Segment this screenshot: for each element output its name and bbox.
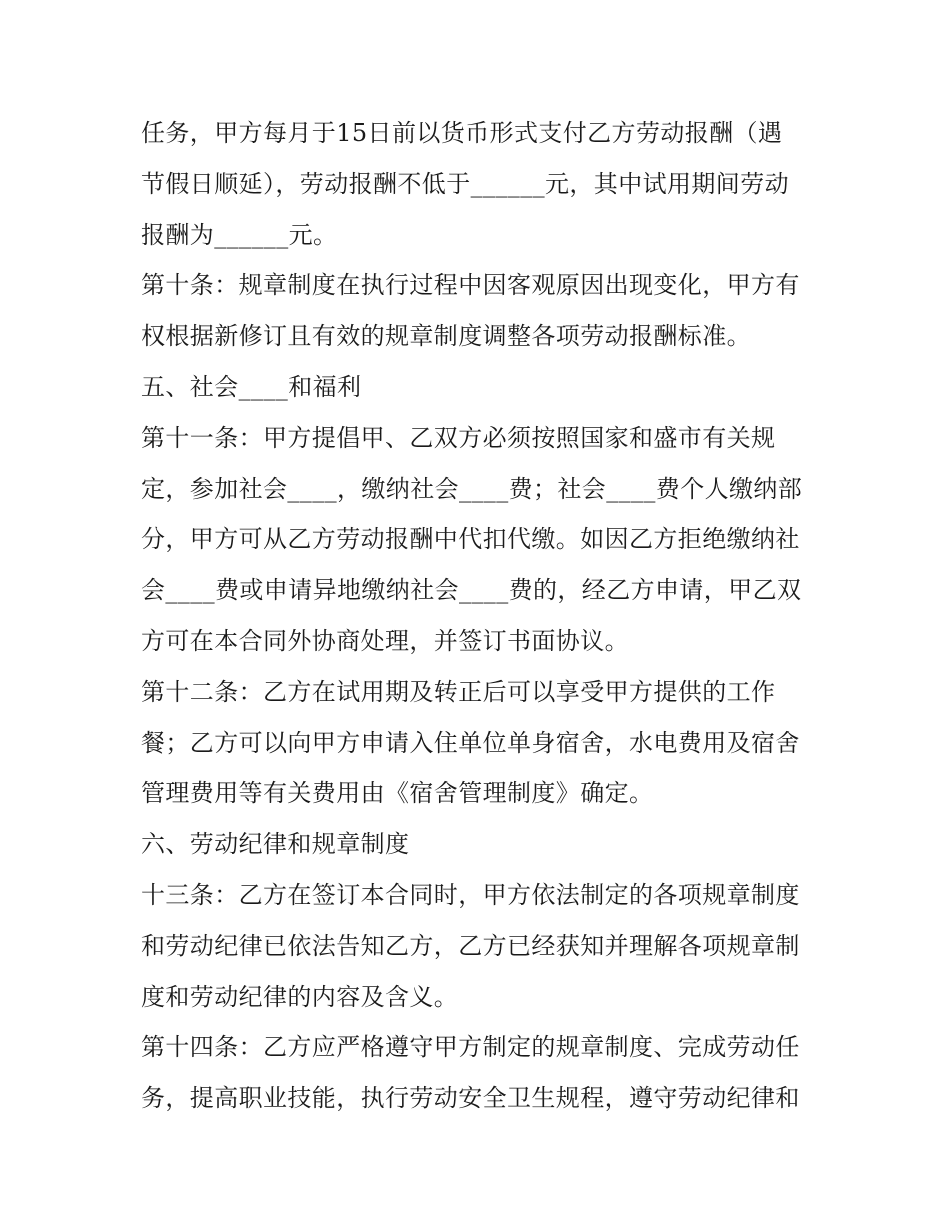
text-line-1: 任务，甲方每月于15日前以货币形式支付乙方劳动报酬（遇 <box>141 119 783 147</box>
text-line-13: 餐；乙方可以向甲方申请入住单位单身宿舍，水电费用及宿舍 <box>141 728 800 757</box>
section-heading-labor-discipline: 六、劳动纪律和规章制度 <box>141 830 410 859</box>
text-line-11: 方可在本合同外协商处理，并签订书面协议。 <box>141 626 629 655</box>
text-line-7: 第十一条：甲方提倡甲、乙双方必须按照国家和盛市有关规 <box>141 423 776 452</box>
text-line-14: 管理费用等有关费用由《宿舍管理制度》确定。 <box>141 779 654 808</box>
text-line-5: 权根据新修订且有效的规章制度调整各项劳动报酬标准。 <box>141 322 751 351</box>
text-line-20: 务，提高职业技能，执行劳动安全卫生规程，遵守劳动纪律和 <box>141 1084 800 1113</box>
text-line-19: 第十四条：乙方应严格遵守甲方制定的规章制度、完成劳动任 <box>141 1033 800 1062</box>
text-line-12: 第十二条：乙方在试用期及转正后可以享受甲方提供的工作 <box>141 677 776 706</box>
contract-body-text <box>141 108 813 1124</box>
text-line-9: 分，甲方可从乙方劳动报酬中代扣代缴。如因乙方拒绝缴纳社 <box>141 525 800 554</box>
section-heading-social-insurance: 五、社会____和福利 <box>141 372 362 401</box>
text-line-17: 和劳动纪律已依法告知乙方，乙方已经获知并理解各项规章制 <box>141 931 800 960</box>
text-line-4: 第十条：规章制度在执行过程中因客观原因出现变化，甲方有 <box>141 271 800 300</box>
text-line-16: 十三条：乙方在签订本合同时，甲方依法制定的各项规章制度 <box>141 880 800 909</box>
text-line-18: 度和劳动纪律的内容及含义。 <box>141 982 459 1011</box>
text-line-2: 节假日顺延），劳动报酬不低于______元，其中试用期间劳动 <box>141 169 789 198</box>
text-line-10: 会____费或申请异地缴纳社会____费的，经乙方申请，甲乙双 <box>141 576 802 605</box>
text-line-8: 定，参加社会____，缴纳社会____费；社会____费个人缴纳部 <box>141 474 803 503</box>
text-line-3: 报酬为______元。 <box>141 220 338 249</box>
